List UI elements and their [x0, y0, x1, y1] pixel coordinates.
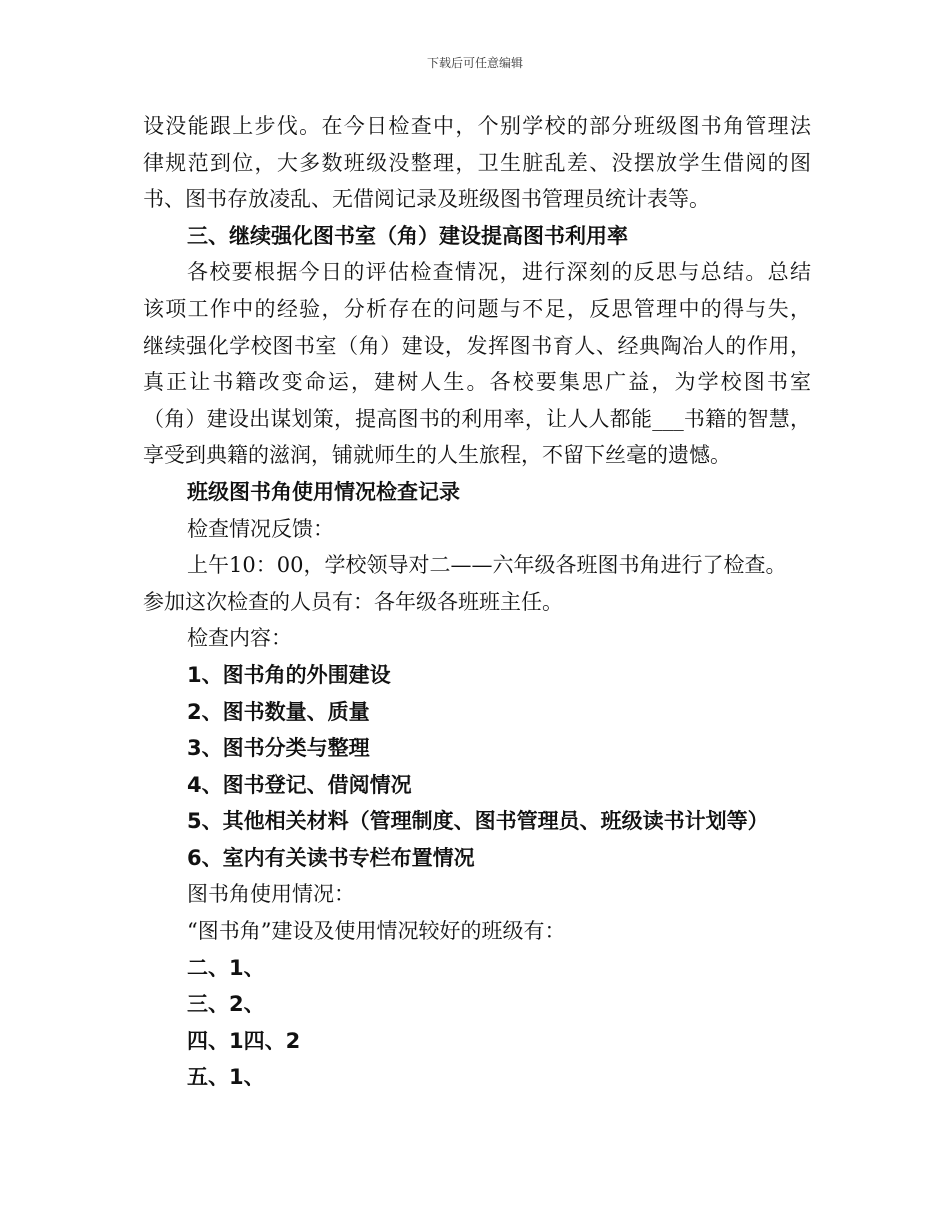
section-heading: 2、图书数量、质量: [187, 699, 370, 724]
paragraph-line: 图书角使用情况：: [187, 882, 355, 907]
section-heading: 1、图书角的外围建设: [187, 662, 391, 687]
paragraph-line: 检查内容：: [187, 626, 292, 651]
paragraph-line: （角）建设出谋划策，提高图书的利用率，让人人都能___书籍的智慧，: [143, 406, 811, 431]
paragraph-line: 检查情况反馈：: [187, 516, 334, 541]
paragraph-line: 继续强化学校图书室（角）建设，发挥图书育人、经典陶冶人的作用，: [143, 333, 811, 358]
paragraph-line: 享受到典籍的滋润，铺就师生的人生旅程，不留下丝毫的遗憾。: [143, 443, 731, 468]
paragraph-line: 参加这次检查的人员有：各年级各班班主任。: [143, 589, 563, 614]
section-heading: 五、1、: [187, 1065, 265, 1090]
paragraph-line: 各校要根据今日的评估检查情况，进行深刻的反思与总结。总结: [187, 260, 811, 285]
paragraph-line: 设没能跟上步伐。在今日检查中，个别学校的部分班级图书角管理法: [143, 114, 811, 138]
paragraph-line: “图书角”建设及使用情况较好的班级有：: [187, 919, 566, 944]
section-heading: 3、图书分类与整理: [187, 736, 370, 761]
section-heading: 四、1四、2: [187, 1028, 301, 1053]
section-heading: 6、室内有关读书专栏布置情况: [187, 845, 475, 870]
section-heading: 三、继续强化图书室（角）建设提高图书利用率: [187, 223, 628, 248]
paragraph-line: 书、图书存放凌乱、无借阅记录及班级图书管理员统计表等。: [143, 187, 710, 212]
paragraph-line: 该项工作中的经验，分析存在的问题与不足，反思管理中的得与失，: [143, 296, 811, 321]
page-header: 下载后可任意编辑: [426, 56, 523, 70]
paragraph-line: 真正让书籍改变命运，建树人生。各校要集思广益，为学校图书室: [143, 370, 811, 395]
document-body: [143, 108, 811, 1096]
section-heading: 二、1、: [187, 955, 265, 980]
section-heading: 4、图书登记、借阅情况: [187, 772, 412, 797]
paragraph-line: 上午10：00，学校领导对二——六年级各班图书角进行了检查。: [187, 553, 787, 578]
section-heading: 班级图书角使用情况检查记录: [187, 479, 460, 504]
paragraph-line: 律规范到位，大多数班级没整理，卫生脏乱差、没摆放学生借阅的图: [143, 150, 811, 175]
section-heading: 5、其他相关材料（管理制度、图书管理员、班级读书计划等）: [187, 809, 769, 834]
section-heading: 三、2、: [187, 992, 265, 1017]
